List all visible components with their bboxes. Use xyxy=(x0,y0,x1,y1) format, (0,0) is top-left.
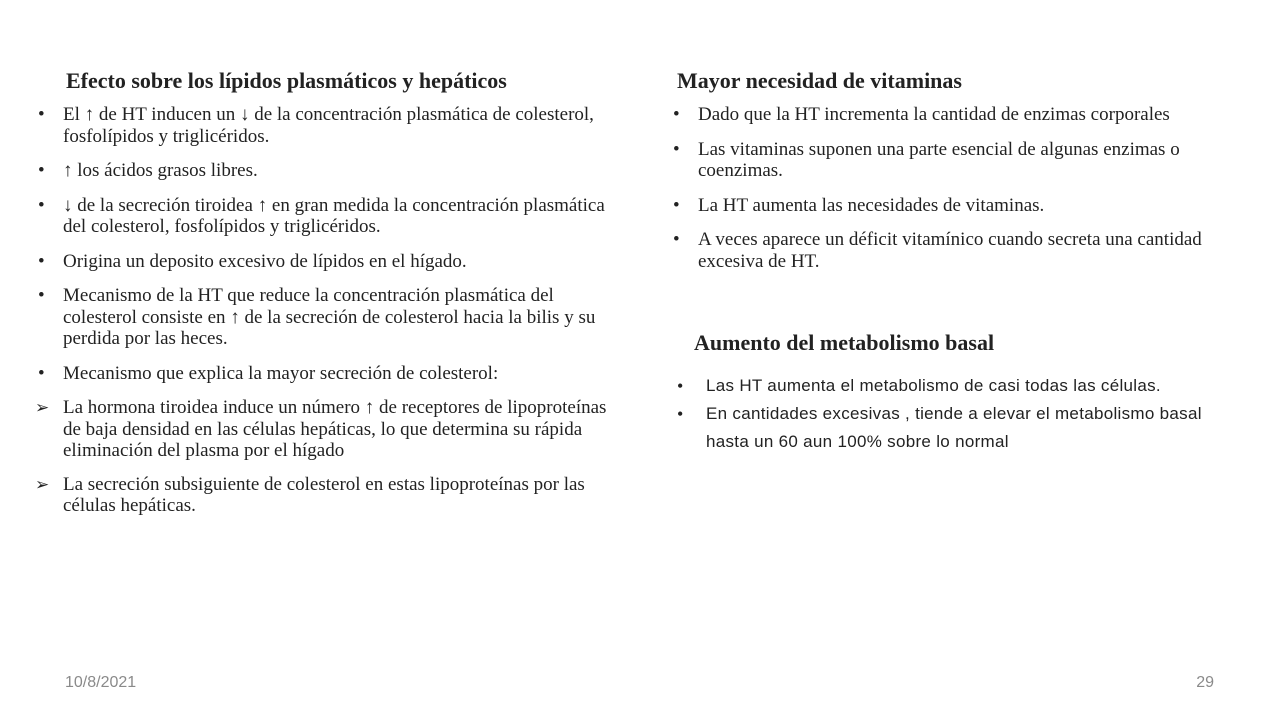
list-item xyxy=(38,250,628,273)
bullet-text: La HT aumenta las necesidades de vitaminas. xyxy=(698,194,1045,216)
list-item xyxy=(673,194,1218,217)
list-item xyxy=(38,160,628,182)
bullet-text: ↓ de la secreción tiroidea ↑ en gran medida la concentración plasmática del colesterol, fosfolípidos y triglicéridos. xyxy=(63,194,605,237)
bullet-icon: • xyxy=(673,194,680,216)
list-item xyxy=(38,104,628,147)
list-item xyxy=(677,400,1226,456)
list-item xyxy=(38,194,628,238)
bullet-text: Dado que la HT incrementa la cantidad de enzimas corporales xyxy=(698,104,1170,125)
vitamins-bullet-list xyxy=(673,104,1218,285)
arrow-bullet-icon: ➢ xyxy=(35,474,50,494)
bullet-icon: • xyxy=(673,138,680,160)
bullet-text: Origina un deposito excesivo de lípidos en el hígado. xyxy=(63,250,467,272)
bullet-icon: • xyxy=(677,404,684,424)
basal-metabolism-heading: Aumento del metabolismo basal xyxy=(694,330,995,355)
bullet-text: El ↑ de HT inducen un ↓ de la concentración plasmática de colesterol, fosfolípidos y triglicéridos. xyxy=(63,104,594,147)
bullet-text: ↑ los ácidos grasos libres. xyxy=(63,160,258,181)
bullet-text: Las HT aumenta el metabolismo de casi todas las células. xyxy=(706,376,1161,395)
bullet-icon: • xyxy=(38,194,45,216)
vitamins-heading: Mayor necesidad de vitaminas xyxy=(677,68,962,93)
list-item xyxy=(673,138,1218,182)
bullet-text: La secreción subsiguiente de colesterol en estas lipoproteínas por las células hepáticas. xyxy=(63,473,585,516)
list-item xyxy=(38,362,628,385)
bullet-text: Mecanismo de la HT que reduce la concentración plasmática del colesterol consiste en ↑ de la secreción de colesterol hacia la bilis y su perdida por las heces. xyxy=(63,285,596,349)
footer-date: 10/8/2021 xyxy=(65,674,137,691)
basal-metabolism-bullet-list xyxy=(677,372,1226,456)
bullet-text: Mecanismo que explica la mayor secreción de colesterol: xyxy=(63,362,499,384)
sub-list-item xyxy=(35,473,628,517)
arrow-bullet-icon: ➢ xyxy=(35,398,50,417)
list-item xyxy=(673,229,1218,272)
bullet-icon: • xyxy=(38,104,45,125)
list-item xyxy=(677,372,1226,400)
bullet-icon: • xyxy=(673,104,680,125)
bullet-text: Las vitaminas suponen una parte esencial de algunas enzimas o coenzimas. xyxy=(698,138,1180,181)
bullet-text: La hormona tiroidea induce un número ↑ de receptores de lipoproteínas de baja densidad en las células hepáticas, lo que determina su rápida eliminación del plasma por el hígado xyxy=(63,397,607,461)
bullet-text: A veces aparece un déficit vitamínico cuando secreta una cantidad excesiva de HT. xyxy=(698,229,1202,272)
lipids-bullet-list xyxy=(35,104,628,529)
bullet-icon: • xyxy=(677,376,684,396)
page-number: 29 xyxy=(1196,674,1214,691)
list-item xyxy=(673,104,1218,126)
bullet-text: En cantidades excesivas , tiende a elevar el metabolismo basal hasta un 60 aun 100% sobre lo normal xyxy=(706,404,1202,451)
bullet-icon: • xyxy=(38,362,45,384)
sub-list-item xyxy=(35,397,628,462)
list-item xyxy=(38,285,628,350)
bullet-icon: • xyxy=(38,250,45,272)
bullet-icon: • xyxy=(673,229,680,250)
left-heading: Efecto sobre los lípidos plasmáticos y hepáticos xyxy=(66,68,507,93)
bullet-icon: • xyxy=(38,285,45,306)
bullet-icon: • xyxy=(38,160,45,181)
